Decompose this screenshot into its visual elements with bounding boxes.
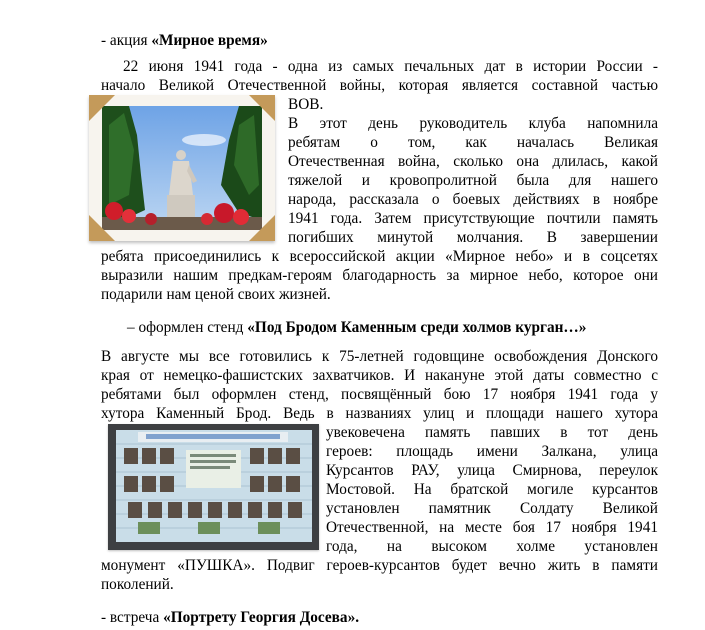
- section-heading-mirnoe-vremya: [101, 31, 268, 50]
- paragraph-line: ребята присоединились к всероссийской акции «Мирное небо» и в соцсетях: [101, 248, 658, 265]
- paragraph-line: 1941 года. Затем присутствующие почтили память: [288, 210, 658, 227]
- heading-prefix: - акция: [101, 32, 152, 49]
- paragraph-line: Отечественная война, сколько она длилась, какой: [288, 153, 658, 170]
- paragraph-line: тяжелой и кровопролитной была для нашего: [288, 172, 658, 189]
- paragraph-line: установлен памятник Солдату Великой: [326, 500, 658, 517]
- heading-title: «Мирное время»: [151, 32, 268, 49]
- heading-prefix: – оформлен стенд: [127, 319, 248, 336]
- section-heading-portret: [101, 608, 359, 627]
- paragraph-line: Мостовой. На братской могиле курсантов: [326, 481, 658, 498]
- paragraph-line: В этот день руководитель клуба напомнила: [288, 115, 658, 132]
- paragraph-line: начало Великой Отечественной войны, которая является составной частью: [101, 77, 658, 94]
- paragraph-line: ребятами был оформлен стенд, посвящённый бою 17 ноября 1941 года у: [101, 386, 658, 403]
- heading-prefix: - встреча: [101, 609, 164, 626]
- paragraph-line: хутора Каменный Брод. Ведь в названиях улиц и площади нашего хутора: [101, 405, 658, 422]
- paragraph-line: героев: площадь имени Залкана, улица: [326, 443, 658, 460]
- paragraph-line: подарили нам ценой своих жизней.: [101, 286, 331, 303]
- heading-title: «Под Бродом Каменным среди холмов курган…»: [247, 319, 587, 336]
- memorial-photo-image: [89, 95, 275, 241]
- paragraph-line: 22 июня 1941 года - одна из самых печальных дат в истории России -: [123, 58, 658, 75]
- memorial-photo: [89, 95, 275, 241]
- paragraph-line: народа, рассказала о боевых действиях в ноябре: [288, 191, 658, 208]
- paragraph-line: выразили нашим предкам-героям благодарность за мирное небо, которое они: [101, 267, 658, 284]
- section-heading-stend: [127, 318, 586, 337]
- paragraph-line: поколений.: [101, 576, 174, 593]
- paragraph-line: погибших минутой молчания. В завершении: [288, 229, 658, 246]
- paragraph-line: В августе мы все готовились к 75-летней годовщине освобождения Донского: [101, 348, 658, 365]
- stand-photo-image: [108, 424, 319, 550]
- paragraph-line: увековечена память павших в тот день: [326, 424, 658, 441]
- paragraph-line: Курсантов РАУ, улица Смирнова, переулок: [326, 462, 658, 479]
- paragraph-line: года, на высоком холме установлен: [326, 538, 658, 555]
- paragraph-line: Отечественной, на месте боя 17 ноября 1941: [326, 519, 658, 536]
- paragraph-line: ВОВ.: [288, 96, 324, 113]
- stand-photo: [108, 424, 319, 550]
- paragraph-line: монумент «ПУШКА». Подвиг героев-курсантов будет вечно жить в памяти: [101, 557, 658, 574]
- paragraph-line: ребятам о том, как началась Великая: [288, 134, 658, 151]
- paragraph-line: края от немецко-фашистских захватчиков. И накануне этой даты совместно с: [101, 367, 658, 384]
- heading-title: «Портрету Георгия Досева».: [163, 609, 360, 626]
